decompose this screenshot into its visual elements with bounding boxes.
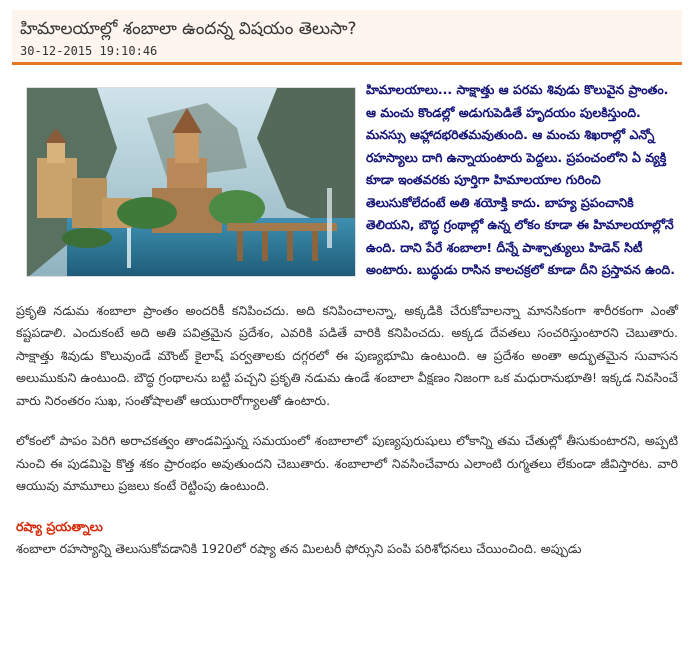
lead-paragraph: హిమాలయాలు... సాక్షాత్తు ఆ పరమ శివుడు కొలువైన ప్రాంతం. ఆ మంచు కొండల్లో అడుగుపెడితే హృదయం పులకిస్తుంది. మనస్సు ఆహ్లాదభరితమవుతుంది. ఆ మంచు శిఖరాల్లో ఎన్నో రహస్యాలు దాగి ఉన్నాయంటారు పెద్దలు. ప్రపంచంలోని ఏ వ్యక్తి కూడా ఇంతవరకు పూర్తిగా హిమాలయాల గురించి తెలుసుకోలేదంటే అతి శయోక్తి కాదు. బాహ్య ప్రపంచానికి తెలియని, బౌద్ధ గ్రంథాల్లో ఉన్న లోకం కూడా ఈ హిమాలయాల్లోనే ఉంది. దాని పేరే శంబాలా! దీన్నే పాశ్చాత్యులు హిడెన్ సిటీ అంటారు. బుద్ధుడు రాసిన కాలచక్రలో కూడా దీని ప్రస్తావన ఉంది. xyxy=(366,82,675,277)
shambhala-illustration xyxy=(27,88,356,277)
paragraph-1: ప్రకృతి నడుమ శంబాలా ప్రాంతం అందరికీ కనిపించదు. అది కనిపించాలన్నా, అక్కడికి చేరుకోవాలన్నా మానసికంగా శారీరకంగా ఎంతో కష్టపడాలి. ఎందుకంటే అది అతి పవిత్రమైన ప్రదేశం, ఎవరికి పడితే వారికి కనిపించదు. అక్కడ దేవతలు సంచరిస్తుంటారని చెబుతారు. సాక్షాత్తు శివుడు కొలువుండే మౌంట్ కైలాష్ పర్వతాలకు దగ్గరలో ఈ పుణ్యభూమి ఉంటుంది. ఆ ప్రదేశం అంతా అద్భుతమైన సువాసన అలుముకుని ఉంటుంది. బౌద్ధ గ్రంథాలను బట్టి పచ్చని ప్రకృతి నడుమ ఉండే శంబాలా వీక్షణం నిజంగా ఒక మధురానుభూతి! ఇక్కడ నివసించే వారు నిరంతరం సుఖ, సంతోషాలతో ఆయురారోగ్యాలతో ఉంటారు. xyxy=(16,302,678,408)
article-date: 30-12-2015 19:10:46 xyxy=(20,44,158,58)
paragraph-3: శంబాలా రహస్యాన్ని తెలుసుకోవడానికి 1920లో రష్యా తన మిలటరీ ఫోర్సుని పంపి పరిశోధనలు చేయించింది. అప్పుడు xyxy=(16,541,582,556)
article-body xyxy=(16,79,678,561)
section-heading: రష్యా ప్రయత్నాలు xyxy=(16,518,103,534)
article-title: హిమాలయాల్లో శంబాలా ఉందన్న విషయం తెలుసా? xyxy=(20,19,357,39)
article-header xyxy=(12,10,682,65)
article-image xyxy=(26,87,356,277)
paragraph-2: లోకంలో పాపం పెరిగి అరాచకత్వం తాండవిస్తున్న సమయంలో శంబాలాలో పుణ్యపురుషులు లోకాన్ని తమ చేతుల్లో తీసుకుంటారని, అప్పటి నుంచి ఈ పుడమిపై కొత్త శకం ప్రారంభం అవుతుందని చెబుతారు. శంబాలాలో నివసించేవారు ఎలాంటి రుగ్మతలు లేకుండా జీవిస్తారట. వారి ఆయువు మామూలు ప్రజలు కంటే రెట్టింపు ఉంటుంది. xyxy=(16,433,678,493)
